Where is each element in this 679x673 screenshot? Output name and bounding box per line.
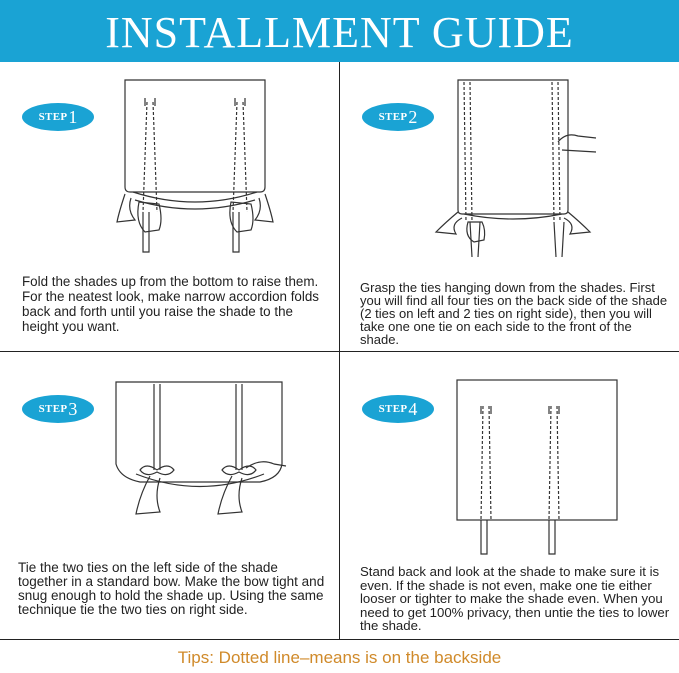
step-2-badge: [362, 103, 434, 131]
step-1-word: STEP: [38, 111, 68, 123]
step-3-panel: [0, 352, 339, 639]
step-2-illustration: [428, 72, 598, 257]
step-1-panel: [0, 62, 339, 351]
title-banner: [0, 0, 679, 62]
step-2-word: STEP: [378, 111, 408, 123]
step-4-word: STEP: [378, 403, 408, 415]
step-1-number: 1: [68, 106, 78, 127]
step-1-description: Fold the shades up from the bottom to raise them. For the neatest look, make narrow accordion folds back and forth until you raise the shade to the height you want.: [22, 274, 319, 334]
step-2-panel: [340, 62, 679, 351]
step-4-badge: [362, 395, 434, 423]
grid-bottom-line: [0, 639, 679, 640]
page-title: INSTALLMENT GUIDE: [105, 8, 574, 57]
step-3-illustration: [110, 374, 290, 524]
tips-note: Tips: Dotted line–means is on the backside: [177, 648, 502, 667]
step-4-panel: [340, 352, 679, 639]
step-3-number: 3: [68, 398, 78, 419]
step-3-word: STEP: [38, 403, 68, 415]
step-1-illustration: [115, 72, 275, 257]
step-4-illustration: [455, 378, 625, 558]
step-2-description: Grasp the ties hanging down from the shades. First you will find all four ties on the back side of the shade (2 ties on left and 2 ties on right side), then you will take one one tie on each side to the front of the shade.: [360, 280, 668, 347]
step-3-badge: [22, 395, 94, 423]
step-1-badge: [22, 103, 94, 131]
step-4-description: Stand back and look at the shade to make sure it is even. If the shade is not even, make one tie either looser or tighter to make the shade even. When you need to get 100% privacy, then untie the ties to lower the shade.: [360, 564, 670, 634]
step-3-description: Tie the two ties on the left side of the shade together in a standard bow. Make the bow tight and snug enough to hold the shade up. Using the same technique tie the two ties on right side.: [18, 560, 325, 617]
step-2-number: 2: [408, 106, 418, 127]
step-4-number: 4: [408, 398, 418, 419]
